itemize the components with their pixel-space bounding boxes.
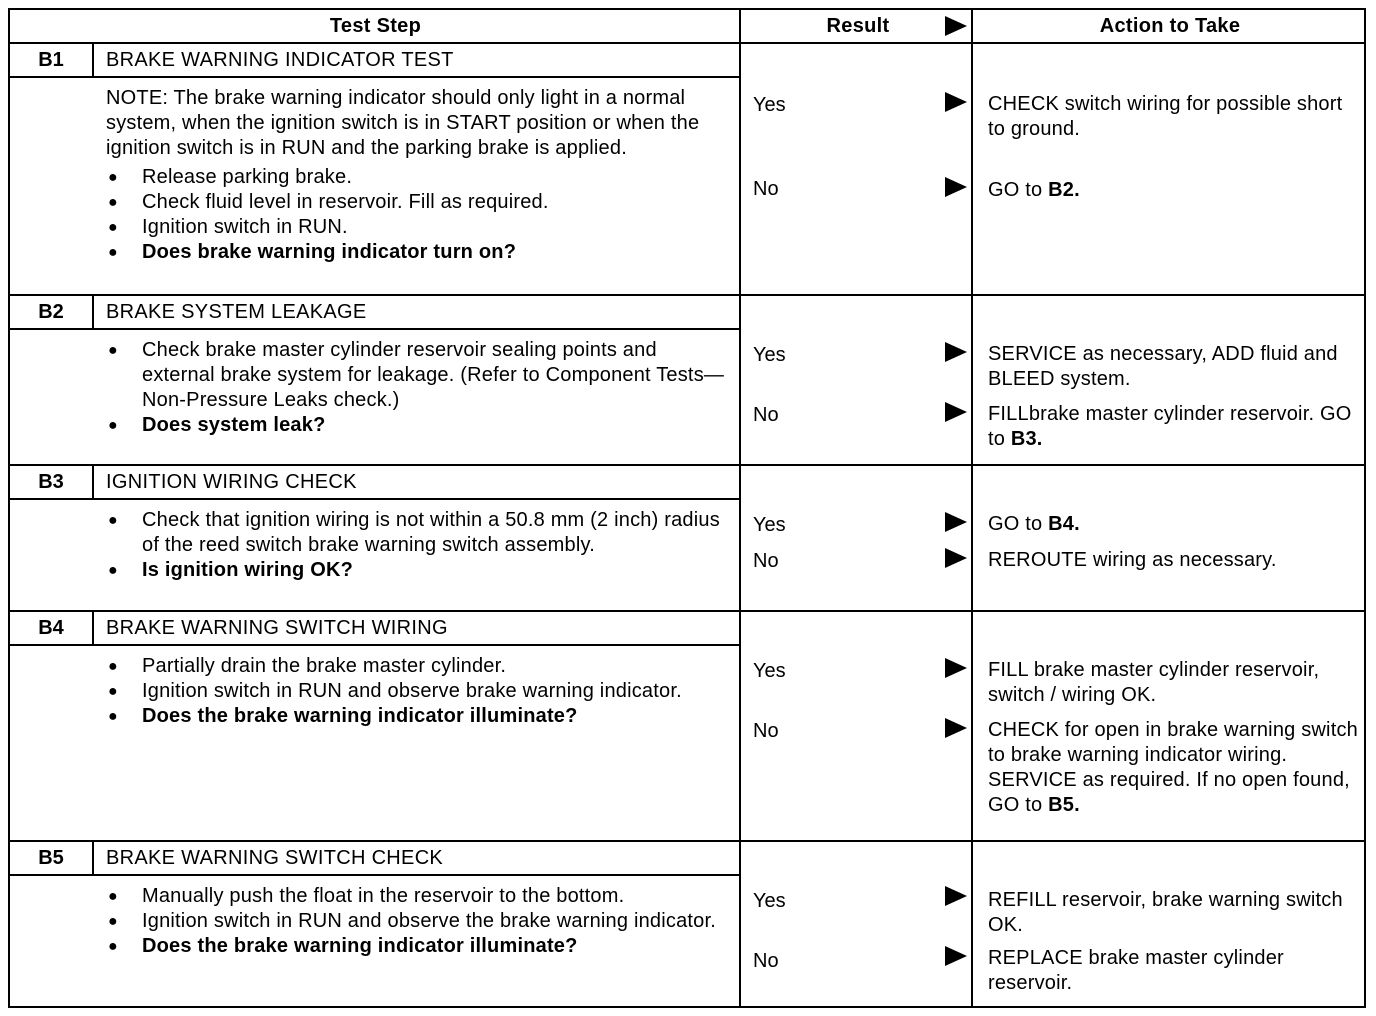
step-header bbox=[10, 466, 741, 500]
step-bullets bbox=[106, 338, 726, 438]
action-no bbox=[988, 548, 1358, 573]
step-header bbox=[10, 296, 741, 330]
result-arrow-icon bbox=[945, 402, 967, 422]
step-note: NOTE: The brake warning indicator should only light in a normal system, when the ignition switch is in START position or when the ignition switch is in RUN and the parking brake is applied. bbox=[106, 87, 700, 159]
step-body bbox=[106, 654, 726, 729]
result-no: No bbox=[753, 950, 779, 972]
diagnostic-table bbox=[8, 8, 1366, 1008]
step-question: ● Does system leak? bbox=[106, 413, 726, 438]
step-bullets bbox=[106, 884, 726, 959]
action-no bbox=[988, 178, 1358, 203]
result-no: No bbox=[753, 550, 779, 572]
step-header bbox=[10, 44, 741, 78]
result-no: No bbox=[753, 178, 779, 200]
result-arrow-icon bbox=[945, 946, 967, 966]
result-arrow-icon bbox=[945, 886, 967, 906]
result-yes: Yes bbox=[753, 660, 786, 682]
result-arrow-icon bbox=[945, 177, 967, 197]
list-item: ● Check brake master cylinder reservoir sealing points and external brake system for leakage. (Refer to Component Tests— Non-Pressure Leaks check.) bbox=[106, 338, 726, 413]
action-text: SERVICE as required. If no open found, GO to bbox=[988, 769, 1350, 816]
header-test-step: Test Step bbox=[329, 15, 422, 37]
action-text: FILLbrake master cylinder reservoir. GO to bbox=[988, 403, 1352, 450]
action-no bbox=[988, 402, 1358, 452]
action-no bbox=[988, 718, 1358, 818]
result-no: No bbox=[753, 404, 779, 426]
step-title: BRAKE WARNING SWITCH WIRING bbox=[106, 617, 448, 639]
list-item: ● Ignition switch in RUN. bbox=[106, 215, 726, 240]
step-id: B3 bbox=[10, 466, 94, 498]
step-bullets bbox=[106, 165, 726, 265]
header-result: Result bbox=[826, 15, 890, 37]
action-yes bbox=[988, 512, 1358, 537]
action-yes: SERVICE as necessary, ADD fluid and BLEED system. bbox=[988, 343, 1338, 390]
step-row-b5 bbox=[10, 840, 1364, 1006]
step-title: IGNITION WIRING CHECK bbox=[106, 471, 357, 493]
step-question: ● Is ignition wiring OK? bbox=[106, 558, 726, 583]
step-header bbox=[10, 612, 741, 646]
step-question: ● Does the brake warning indicator illuminate? bbox=[106, 704, 726, 729]
list-item: ● Check fluid level in reservoir. Fill as required. bbox=[106, 190, 726, 215]
step-header bbox=[10, 842, 741, 876]
list-item: ● Ignition switch in RUN and observe the brake warning indicator. bbox=[106, 909, 726, 934]
action-text-2 bbox=[988, 768, 1358, 818]
step-row-b4 bbox=[10, 610, 1364, 840]
action-no bbox=[988, 946, 1358, 996]
step-id: B4 bbox=[10, 612, 94, 644]
step-body bbox=[106, 508, 726, 583]
step-question: ● Does the brake warning indicator illuminate? bbox=[106, 934, 726, 959]
step-row-b3 bbox=[10, 464, 1364, 610]
result-arrow-icon bbox=[945, 92, 967, 112]
step-body bbox=[106, 884, 726, 959]
list-item: ● Check that ignition wiring is not within a 50.8 mm (2 inch) radius of the reed switch brake warning switch assembly. bbox=[106, 508, 726, 558]
step-row-b2 bbox=[10, 294, 1364, 464]
action-text: GO to bbox=[988, 179, 1049, 201]
result-yes: Yes bbox=[753, 890, 786, 912]
result-arrow-icon bbox=[945, 342, 967, 362]
step-body bbox=[106, 86, 726, 265]
result-arrow-icon bbox=[945, 512, 967, 532]
step-reference: B4. bbox=[1048, 513, 1080, 535]
step-title: BRAKE WARNING SWITCH CHECK bbox=[106, 847, 444, 869]
step-id: B2 bbox=[10, 296, 94, 328]
table-header bbox=[10, 10, 1364, 44]
step-row-b1 bbox=[10, 44, 1364, 294]
list-item: ● Partially drain the brake master cylinder. bbox=[106, 654, 726, 679]
result-arrow-icon bbox=[945, 548, 967, 568]
list-item: ● Release parking brake. bbox=[106, 165, 726, 190]
step-bullets bbox=[106, 508, 726, 583]
result-arrow-icon bbox=[945, 658, 967, 678]
result-arrow-icon bbox=[945, 718, 967, 738]
result-yes: Yes bbox=[753, 94, 786, 116]
result-yes: Yes bbox=[753, 344, 786, 366]
header-action: Action to Take bbox=[1099, 15, 1241, 37]
step-reference: B5. bbox=[1048, 794, 1080, 816]
header-arrow-icon bbox=[945, 16, 967, 36]
step-reference: B3. bbox=[1010, 428, 1043, 450]
action-text: REROUTE wiring as necessary. bbox=[988, 549, 1277, 571]
list-item: ● Manually push the float in the reservoir to the bottom. bbox=[106, 884, 726, 909]
action-yes: FILL brake master cylinder reservoir, switch / wiring OK. bbox=[988, 659, 1320, 706]
step-id: B1 bbox=[10, 44, 94, 76]
action-yes: REFILL reservoir, brake warning switch OK. bbox=[988, 889, 1343, 936]
step-question: ● Does brake warning indicator turn on? bbox=[106, 240, 726, 265]
step-title: BRAKE SYSTEM LEAKAGE bbox=[106, 301, 367, 323]
result-yes: Yes bbox=[753, 514, 786, 536]
step-body bbox=[106, 338, 726, 438]
step-reference: B2. bbox=[1048, 179, 1080, 201]
action-text: REPLACE brake master cylinder reservoir. bbox=[988, 947, 1284, 994]
step-title: BRAKE WARNING INDICATOR TEST bbox=[106, 49, 454, 71]
result-no: No bbox=[753, 720, 779, 742]
action-yes: CHECK switch wiring for possible short to ground. bbox=[988, 93, 1343, 140]
step-id: B5 bbox=[10, 842, 94, 874]
action-text: GO to bbox=[988, 513, 1049, 535]
list-item: ● Ignition switch in RUN and observe brake warning indicator. bbox=[106, 679, 726, 704]
step-bullets bbox=[106, 654, 726, 729]
action-text: CHECK for open in brake warning switch to brake warning indicator wiring. bbox=[988, 719, 1358, 766]
